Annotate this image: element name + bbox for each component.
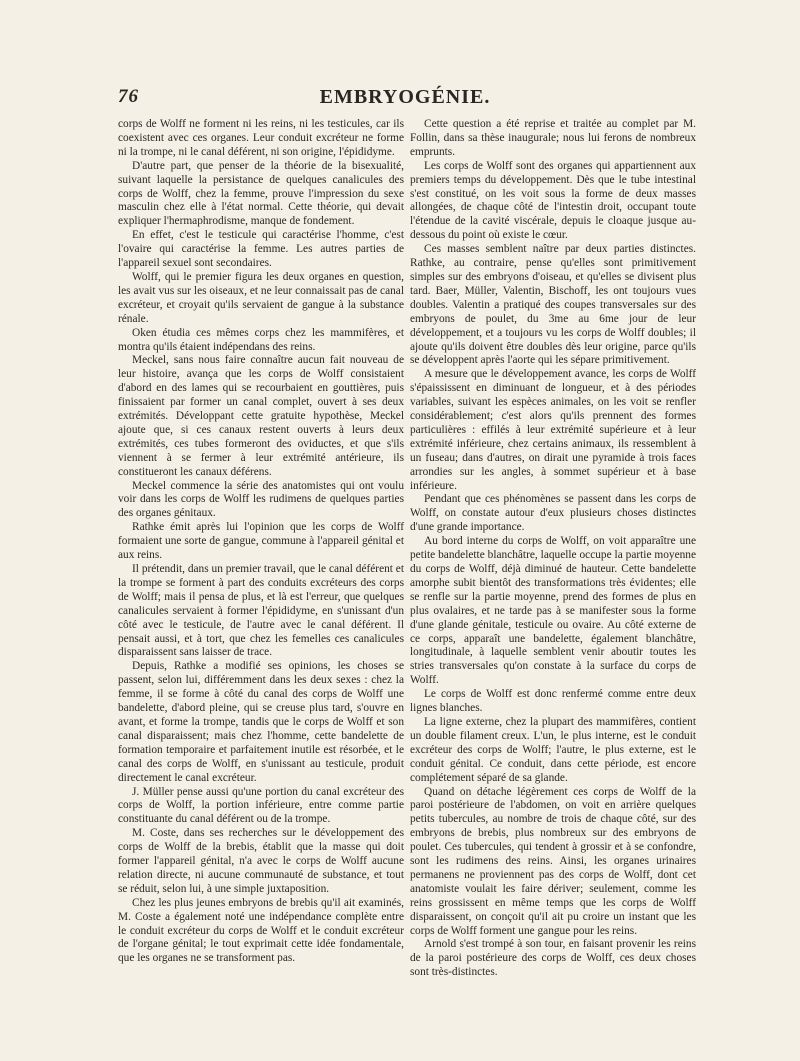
paragraph: D'autre part, que penser de la théorie de la bisexualité, suivant laquelle la persistance de quelques canalicules des corps de Wolff, chez la femme, prouve l'impression du sexe masculin chez elle à l'état normal. Cette théorie, qui devait expliquer l'hermaphrodisme, manque de fondement.	[118, 159, 404, 228]
page-header	[118, 86, 692, 110]
paragraph: En effet, c'est le testicule qui caractérise l'homme, c'est l'ovaire qui caractérise la femme. Les autres parties de l'appareil sexuel sont secondaires.	[118, 229, 404, 270]
paragraph: corps de Wolff ne forment ni les reins, ni les testicules, car ils coexistent avec ces organes. Leur conduit excréteur ne forme ni la trompe, ni le canal déférent, ni son origine, l'épididyme.	[118, 118, 404, 158]
left-column	[118, 118, 404, 966]
paragraph: Meckel, sans nous faire connaître aucun fait nouveau de leur histoire, avança que les corps de Wolff consistaient d'abord en des lames qui se recourbaient en gouttières, puis finissaient par former un canal complet, ouvert à ses deux extrémités. Développant cette gratuite hypothèse, Meckel ajoute que, si ces canaux restent ouverts à leurs deux extrémités, ces tubes formeront des oviductes, et que s'ils viennent à se fermer à leur extrémité antérieure, ils constitueront les canaux déférens.	[118, 354, 404, 478]
paragraph: Rathke émit après lui l'opinion que les corps de Wolff formaient une sorte de gangue, commune à l'appareil génital et aux reins.	[118, 521, 404, 562]
page-number: 76	[118, 86, 139, 107]
paragraph: Oken étudia ces mêmes corps chez les mammifères, et montra qu'ils étaient indépendans des reins.	[118, 326, 404, 353]
paragraph: Chez les plus jeunes embryons de brebis qu'il ait examinés, M. Coste a également noté une indépendance complète entre le conduit excréteur du corps de Wolff et le conduit excréteur de l'organe génital; le tout exprimait cette idée fondamentale, que les organes ne se transforment pas.	[118, 896, 404, 965]
paragraph: Au bord interne du corps de Wolff, on voit apparaître une petite bandelette blanchâtre, laquelle occupe la partie moyenne du corps de Wolff, déjà diminué de hauteur. Cette bandelette amorphe subit bientôt des transformations très évidentes; elle se renfle sur la partie moyenne, prend des formes de plus en plus ovalaires, et ne tarde pas à se manifester sous la forme d'une glande génitale, testicule ou ovaire. Au côté externe de ce corps, apparaît une bandelette, également blanchâtre, longitudinale, à laquelle semblent venir aboutir toutes les stries transversales qu'on constate à la surface du corps de Wolff.	[410, 535, 696, 687]
paragraph: Depuis, Rathke a modifié ses opinions, les choses se passent, selon lui, différemment dans les deux sexes : chez la femme, il se forme à côté du canal des corps de Wolff une bandelette, d'abord pleine, qui se creuse plus tard, s'ouvre en avant, et forme la trompe, tandis que le corps de Wolff et son canal disparaissent; mais chez l'homme, cette bandelette de formation temporaire et parfaitement inutile est résorbée, et le canal des corps de Wolff, en s'unissant au testicule, produit directement le canal excréteur.	[118, 660, 404, 784]
paragraph: Pendant que ces phénomènes se passent dans les corps de Wolff, on constate autour d'eux plusieurs choses distinctes d'une grande importance.	[410, 493, 696, 534]
paragraph: A mesure que le développement avance, les corps de Wolff s'épaississent en diminuant de longueur, et à des périodes variables, suivant les espèces animales, on les voit se renfler considérablement; c'est alors qu'ils prennent des formes particulières : effilés à leur extrémité supérieure et à leur extrémité inférieure, chez certains animaux, ils ressemblent à un fuseau; dans d'autres, on dirait une pyramide à trois faces arrondies sur les angles, à sommet supérieur et à base inférieure.	[410, 368, 696, 492]
paragraph: Wolff, qui le premier figura les deux organes en question, les avait vus sur les oiseaux, et ne leur connaissait pas de canal excréteur, et croyait qu'ils servaient de gangue à la substance rénale.	[118, 270, 404, 325]
paragraph: La ligne externe, chez la plupart des mammifères, contient un double filament creux. L'un, le plus interne, est le conduit excréteur des corps de Wolff; l'autre, le plus externe, est le conduit génital. Ce conduit, dans cette période, est encore complétement séparé de sa glande.	[410, 715, 696, 784]
paragraph: Arnold s'est trompé à son tour, en faisant provenir les reins de la paroi postérieure des corps de Wolff, ces deux choses sont très-distinctes.	[410, 938, 696, 979]
paragraph: Il prétendit, dans un premier travail, que le canal déférent et la trompe se forment à part des conduits excréteurs des corps de Wolff; mais il pensa de plus, et là est l'erreur, que quelques canalicules servaient à former l'épididyme, en s'unissant d'un côté avec le testicule, de l'autre avec le canal déférent. Il pensait aussi, et à tort, que chez les femelles ces canalicules disparaissent sans laisser de trace.	[118, 563, 404, 659]
paragraph: Meckel commence la série des anatomistes qui ont voulu voir dans les corps de Wolff les rudimens de quelques parties des organes génitaux.	[118, 479, 404, 520]
right-column	[410, 118, 696, 980]
paragraph: Ces masses semblent naître par deux parties distinctes. Rathke, au contraire, pense qu'elles sont primitivement simples sur des embryons d'oiseau, et qu'elles se divisent plus tard. Baer, Müller, Valentin, Bischoff, les ont toujours vues doubles. Valentin a pratiqué des coupes transversales sur des embryons de poulet, du 3me au 6me jour de leur développement, et a toujours vu les corps de Wolff doubles; il ajoute qu'ils doivent être doubles dès leur origine, parce qu'ils se développent après l'aorte qui les sépare primitivement.	[410, 243, 696, 367]
paragraph: M. Coste, dans ses recherches sur le développement des corps de Wolff de la brebis, établit que la masse qui doit former l'appareil génital, n'a avec le corps de Wolff aucune relation directe, ni aucune communauté de substance, et tout se réduit, selon lui, à une simple juxtaposition.	[118, 827, 404, 895]
paragraph: Cette question a été reprise et traitée au complet par M. Follin, dans sa thèse inaugurale; nous lui ferons de nombreux emprunts.	[410, 118, 696, 158]
paragraph: Les corps de Wolff sont des organes qui appartiennent aux premiers temps du développement. Dès que le tube intestinal s'est constitué, on les voit sous la forme de deux masses allongées, de chaque côté de l'intestin droit, occupant toute l'étendue de la cavité viscérale, depuis le cloaque jusque au-dessous du point où existe le cœur.	[410, 159, 696, 242]
running-head: EMBRYOGÉNIE.	[319, 86, 491, 108]
paragraph: Le corps de Wolff est donc renfermé comme entre deux lignes blanches.	[410, 688, 696, 715]
paragraph: J. Müller pense aussi qu'une portion du canal excréteur des corps de Wolff, la portion inférieure, entre comme partie constituante du canal déférent ou de la trompe.	[118, 785, 404, 826]
paragraph: Quand on détache légèrement ces corps de Wolff de la paroi postérieure de l'abdomen, on voit en arrière quelques petits tubercules, au nombre de trois de chaque côté, sur des embryons de brebis, plus nombreux sur des embryons de poulet. Ces tubercules, qui tendent à grossir et à se confondre, sont les rudimens des reins. Ainsi, les organes urinaires permanens ne proviennent pas des corps de Wolff, dont cet anatomiste voulait les faire dériver; seulement, comme les reins grossissent en même temps que les corps de Wolff disparaissent, on conçoit qu'il ait pu croire un instant que les corps de Wolff forment une gangue pour les reins.	[410, 785, 696, 937]
